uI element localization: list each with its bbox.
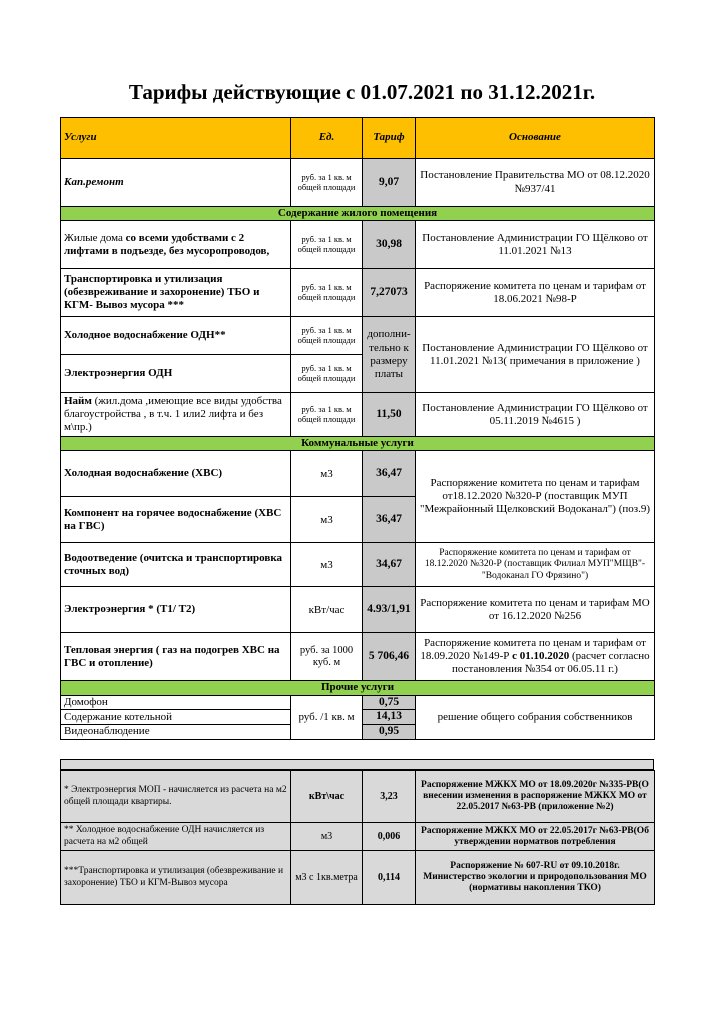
naim-name — [61, 393, 291, 437]
intercom-name: Домофон — [61, 695, 291, 710]
note-electricity-name: * Электроэнергия МОП - начисляется из расчета на м2 общей площади квартиры. — [61, 771, 291, 823]
table-row — [61, 451, 655, 497]
housing-name — [61, 221, 291, 269]
table-row — [61, 221, 655, 269]
table-separator — [60, 759, 654, 770]
boiler-rate: 14,13 — [363, 710, 416, 725]
naim-rate: 11,50 — [363, 393, 416, 437]
other-basis: решение общего собрания собственников — [416, 695, 655, 739]
naim-unit: руб. за 1 кв. м общей площади — [291, 393, 363, 437]
electricity-odn-name: Электроэнергия ОДН — [61, 355, 291, 393]
housing-name-pre: Жилые дома — [64, 231, 126, 244]
hot-water-rate: 36,47 — [363, 497, 416, 543]
table-row — [61, 269, 655, 317]
table-row — [61, 543, 655, 587]
table-row — [61, 633, 655, 681]
note-electricity-rate: 3,23 — [363, 771, 416, 823]
note-water-name: ** Холодное водоснабжение ОДН начисляется из расчета на м2 общей — [61, 823, 291, 851]
header-rate: Тариф — [363, 118, 416, 159]
video-name: Видеонаблюдение — [61, 725, 291, 740]
electricity-rate: 4.93/1,91 — [363, 587, 416, 633]
note-garbage-unit: м3 с 1кв.метра — [291, 851, 363, 905]
heat-basis — [416, 633, 655, 681]
heat-basis-post: (расчет согласно постановления №354 от 06.05.11 г.) — [452, 650, 650, 676]
note-electricity-unit: кВт\час — [291, 771, 363, 823]
header-basis: Основание — [416, 118, 655, 159]
heat-rate: 5 706,46 — [363, 633, 416, 681]
notes-table — [60, 770, 655, 905]
table-row — [61, 317, 655, 355]
housing-rate: 30,98 — [363, 221, 416, 269]
housing-name-bold: со всеми удобствами с 2 лифтами в подъезде, без мусоропроводов, — [64, 231, 270, 257]
section-header — [61, 681, 655, 695]
garbage-basis: Распоряжение комитета по ценам и тарифам от 18.06.2021 №98-Р — [416, 269, 655, 317]
video-rate: 0,95 — [363, 725, 416, 740]
cold-water-odn-unit: руб. за 1 кв. м общей площади — [291, 317, 363, 355]
kaprem-unit: руб. за 1 кв. м общей площади — [291, 159, 363, 207]
header-unit: Ед. — [291, 118, 363, 159]
sewage-unit: м3 — [291, 543, 363, 587]
note-water-basis: Распоряжение МЖКХ МО от 22.05.2017г №63-РВ(Об утверждении норматвов потребления — [416, 823, 655, 851]
section-housing: Содержание жилого помещения — [61, 207, 655, 221]
naim-name-bold: Найм — [64, 394, 92, 407]
cold-water-name: Холодная водоснабжение (ХВС) — [61, 451, 291, 497]
garbage-rate: 7,27073 — [363, 269, 416, 317]
naim-name-rest: (жил.дома ,имеющие все виды удобства благоустройства , в т.ч. 1 или2 лифта и без м\пр.) — [64, 394, 282, 434]
table-row — [61, 851, 655, 905]
table-row — [61, 393, 655, 437]
note-garbage-name: ***Транспортировка и утилизация (обезвреживание и захоронение) ТБО и КГМ-Вывоз мусора — [61, 851, 291, 905]
sewage-rate: 34,67 — [363, 543, 416, 587]
note-water-unit: м3 — [291, 823, 363, 851]
naim-basis: Постановление Администрации ГО Щёлково от 05.11.2019 №4615 ) — [416, 393, 655, 437]
cold-water-rate: 36,47 — [363, 451, 416, 497]
intercom-rate: 0,75 — [363, 695, 416, 710]
note-water-rate: 0,006 — [363, 823, 416, 851]
hot-water-unit: м3 — [291, 497, 363, 543]
electricity-name: Электроэнергия * (Т1/ Т2) — [61, 587, 291, 633]
garbage-unit: руб. за 1 кв. м общей площади — [291, 269, 363, 317]
page-title: Тарифы действующие с 01.07.2021 по 31.12.2021г. — [128, 80, 596, 104]
table-row — [61, 771, 655, 823]
table-row — [61, 587, 655, 633]
table-row — [61, 695, 655, 710]
electricity-odn-unit: руб. за 1 кв. м общей площади — [291, 355, 363, 393]
electricity-unit: кВт/час — [291, 587, 363, 633]
table-row — [61, 823, 655, 851]
garbage-name: Транспортировка и утилизация (обезвреживание и захоронение) ТБО и КГМ- Вывоз мусора *** — [61, 269, 291, 317]
tariff-table — [60, 117, 655, 740]
hot-water-name: Компонент на горячее водоснабжение (ХВС на ГВС) — [61, 497, 291, 543]
odn-basis: Постановление Администрации ГО Щёлково от 11.01.2021 №13( примечания в приложение ) — [416, 317, 655, 393]
other-unit: руб. /1 кв. м — [291, 695, 363, 739]
sewage-basis: Распоряжение комитета по ценам и тарифам от 18.12.2020 №320-Р (поставщик Филиал МУП"МЩВ"-"Водоканал ГО Фрязино") — [416, 543, 655, 587]
boiler-name: Содержание котельной — [61, 710, 291, 725]
water-basis: Распоряжение комитета по ценам и тарифам от18.12.2020 №320-Р (поставщик МУП "Межрайонный Щелковский Водоканал") (поз.9) — [416, 451, 655, 543]
cold-water-unit: м3 — [291, 451, 363, 497]
section-header — [61, 207, 655, 221]
housing-basis: Постановление Администрации ГО Щёлково от 11.01.2021 №13 — [416, 221, 655, 269]
cold-water-odn-name: Холодное водоснабжение ОДН** — [61, 317, 291, 355]
note-garbage-rate: 0,114 — [363, 851, 416, 905]
section-header — [61, 437, 655, 451]
table-header — [61, 118, 655, 159]
section-utilities: Коммунальные услуги — [61, 437, 655, 451]
heat-name: Тепловая энергия ( газ на подогрев ХВС на ГВС и отопление) — [61, 633, 291, 681]
kaprem-basis: Постановление Правительства МО от 08.12.2020 №937/41 — [416, 159, 655, 207]
note-electricity-basis: Распоряжение МЖКХ МО от 18.09.2020г №335-РВ(О внесении изменения в распоряжение МЖКХ МО от 22.05.2017 №63-РВ (приложение №2) — [416, 771, 655, 823]
table-row — [61, 159, 655, 207]
note-garbage-basis: Распоряжение № 607-RU от 09.10.2018г. Министерство экологии и природопользования МО (нормативы накопления ТКО) — [416, 851, 655, 905]
housing-unit: руб. за 1 кв. м общей площади — [291, 221, 363, 269]
sewage-name: Водоотведение (очитска и транспортировка сточных вод) — [61, 543, 291, 587]
kaprem-rate: 9,07 — [363, 159, 416, 207]
kaprem-name: Кап.ремонт — [61, 159, 291, 207]
heat-unit: руб. за 1000 куб. м — [291, 633, 363, 681]
electricity-basis: Распоряжение комитета по ценам и тарифам МО от 16.12.2020 №256 — [416, 587, 655, 633]
heat-basis-bold: с 01.10.2020 — [512, 650, 570, 663]
header-services: Услуги — [61, 118, 291, 159]
section-other: Прочие услуги — [61, 681, 655, 695]
odn-rate: дополни-тельно к размеру платы — [363, 317, 416, 393]
heat-basis-pre: Распоряжение комитета по ценам и тарифам от 18.09.2020 №149-Р — [420, 637, 646, 663]
